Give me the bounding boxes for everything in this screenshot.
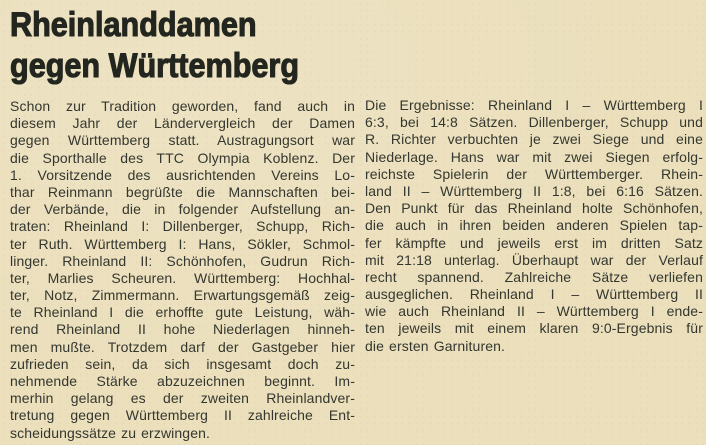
text-line: linger. Rheinland II: Schönhofen, Gudrun Rich- <box>10 252 355 269</box>
text-line: nehmende Stärke abzuzeichnen beginnt. Im- <box>10 373 355 389</box>
text-line: ten jeweils mit einem klaren 9:0-Ergebnis für <box>365 320 703 337</box>
text-line: fer kämpfte und jeweils erst im dritten Satz <box>365 234 703 251</box>
left-column <box>10 98 355 442</box>
text-line: zufrieden sein, da sich insgesamt doch zu- <box>10 355 355 372</box>
text-line: merhin gelang es der zweiten Rheinlandver- <box>10 390 355 407</box>
text-line: Schon zur Tradition geworden, fand auch in <box>10 98 355 114</box>
text-line: wie auch Rheinland II – Württemberg I ende- <box>365 303 703 320</box>
text-line: die Sporthalle des TTC Olympia Koblenz. Der <box>10 149 355 166</box>
text-line: ter, Notz, Zimmermann. Erwartungsgemäß zeig- <box>10 287 355 304</box>
text-line: R. Richter verbuchten je zwei Siege und eine <box>365 131 703 148</box>
text-line: recht spannend. Zahlreiche Sätze verliefen <box>365 268 703 285</box>
text-line: 1. Vorsitzende des ausrichtenden Vereins Lo- <box>10 166 355 183</box>
text-line: der Verbände, die in folgender Aufstellung an- <box>10 201 355 218</box>
text-line: die ersten Garnituren. <box>365 337 506 354</box>
text-line: scheidungssätze zu erzwingen. <box>10 424 211 441</box>
text-line: 6:3, bei 14:8 Sätzen. Dillenberger, Schupp und <box>365 114 703 131</box>
text-line: gegen Württemberg statt. Austragungsort war <box>10 132 355 149</box>
text-line: ter Ruth. Württemberg I: Hans, Sökler, Schmol- <box>10 235 355 252</box>
text-line: ter, Marlies Scheuren. Württemberg: Hochhal- <box>10 269 355 286</box>
right-column <box>365 97 703 355</box>
headline-line-1: Rheinlanddamen <box>10 6 257 44</box>
text-line: mit 21:18 unterlag. Überhaupt war der Verlauf <box>365 251 703 268</box>
text-line: land II – Württemberg II 1:8, bei 6:16 Sätzen. <box>365 182 703 199</box>
text-line: die auch in ihren beiden anderen Spielen tap- <box>365 217 703 234</box>
text-line: reichste Spielerin der Württemberger. Rhein- <box>365 165 703 182</box>
text-line: thar Reinmann begrüßte die Mannschaften bei- <box>10 183 355 200</box>
article-headline <box>10 5 299 87</box>
text-line: ausgeglichen. Rheinland I – Württemberg II <box>365 286 703 303</box>
text-line: Niederlage. Hans war mit zwei Siegen erfolg- <box>365 148 703 165</box>
text-line: men mußte. Trotzdem darf der Gastgeber hier <box>10 338 355 355</box>
headline-line-2: gegen Württemberg <box>10 47 300 85</box>
text-line: diesem Jahr der Ländervergleich der Damen <box>10 115 355 132</box>
text-line: traten: Rheinland I: Dillenberger, Schupp, Rich- <box>10 218 355 235</box>
text-line: Den Punkt für das Rheinland holte Schönhofen, <box>365 200 703 217</box>
text-line: tretung gegen Württemberg II zahlreiche Ent- <box>10 407 355 424</box>
text-line: rend Rheinland II hohe Niederlagen hinneh- <box>10 321 355 338</box>
text-line: Die Ergebnisse: Rheinland I – Württemberg I <box>365 97 703 113</box>
text-line: te Rheinland I die erhoffte gute Leistung, wäh- <box>10 304 355 321</box>
